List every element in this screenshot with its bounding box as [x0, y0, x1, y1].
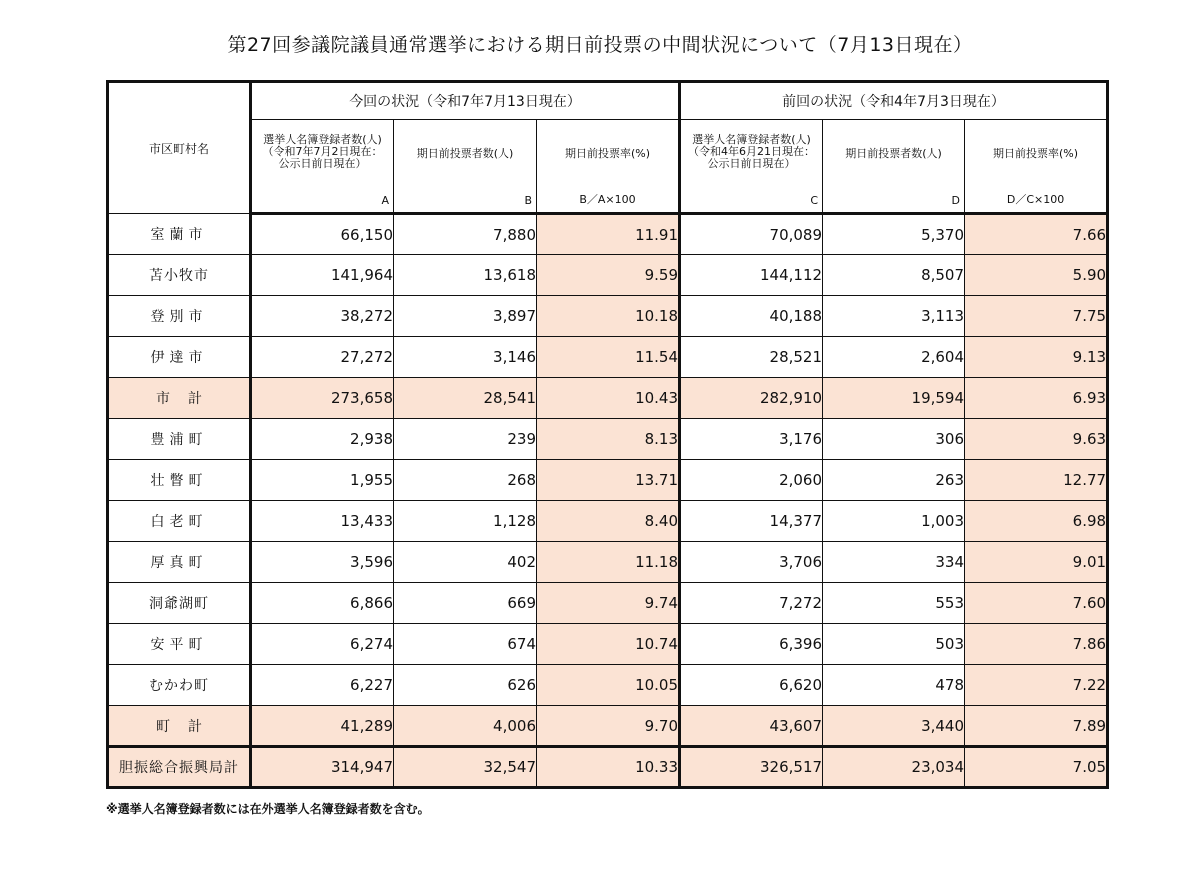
col-b-label: 期日前投票者数(人) [416, 147, 514, 160]
bureau-total-label: 胆振総合振興局計 [108, 747, 251, 788]
early-vote-rate-previous: 5.90 [965, 255, 1108, 296]
registered-voters-current: 41,289 [251, 706, 394, 747]
col-ab-rate-tag: B／A×100 [579, 193, 636, 206]
early-voters-current: 402 [394, 542, 537, 583]
early-vote-rate-previous: 7.89 [965, 706, 1108, 747]
table-row [108, 624, 1108, 665]
registered-voters-current: 314,947 [251, 747, 394, 788]
municipality-name: 伊達市 [108, 337, 251, 378]
early-voters-current: 239 [394, 419, 537, 460]
col-d-tag: D [951, 194, 961, 207]
bureau-total-row [108, 747, 1108, 788]
city-total-label: 市計 [108, 378, 251, 419]
registered-voters-previous: 40,188 [680, 296, 823, 337]
registered-voters-current: 6,866 [251, 583, 394, 624]
early-vote-rate-previous: 7.75 [965, 296, 1108, 337]
table-row [108, 501, 1108, 542]
early-vote-rate-current: 10.33 [537, 747, 680, 788]
early-voters-current: 4,006 [394, 706, 537, 747]
early-voters-previous: 8,507 [823, 255, 965, 296]
registered-voters-current: 6,227 [251, 665, 394, 706]
municipality-name: 洞爺湖町 [108, 583, 251, 624]
early-voters-previous: 553 [823, 583, 965, 624]
registered-voters-current: 1,955 [251, 460, 394, 501]
early-vote-rate-previous: 9.63 [965, 419, 1108, 460]
registered-voters-previous: 326,517 [680, 747, 823, 788]
table-row [108, 214, 1108, 255]
col-dc-rate-label: 期日前投票率(%) [993, 147, 1079, 160]
early-voters-current: 268 [394, 460, 537, 501]
registered-voters-previous: 2,060 [680, 460, 823, 501]
early-vote-rate-current: 10.74 [537, 624, 680, 665]
early-voters-current: 28,541 [394, 378, 537, 419]
municipality-name: 安平町 [108, 624, 251, 665]
municipality-name: 白老町 [108, 501, 251, 542]
municipality-name: 室蘭市 [108, 214, 251, 255]
early-voters-previous: 5,370 [823, 214, 965, 255]
early-vote-rate-current: 11.91 [537, 214, 680, 255]
table-row [108, 337, 1108, 378]
registered-voters-previous: 144,112 [680, 255, 823, 296]
col-d-header [823, 120, 965, 214]
early-vote-rate-current: 9.59 [537, 255, 680, 296]
previous-status-header: 前回の状況（令和4年7月3日現在） [680, 82, 1108, 120]
registered-voters-current: 3,596 [251, 542, 394, 583]
registered-voters-previous: 3,706 [680, 542, 823, 583]
early-voters-current: 32,547 [394, 747, 537, 788]
municipality-name: 豊浦町 [108, 419, 251, 460]
table-row [108, 296, 1108, 337]
col-c-header [680, 120, 823, 214]
registered-voters-current: 38,272 [251, 296, 394, 337]
early-voters-current: 669 [394, 583, 537, 624]
early-voters-previous: 478 [823, 665, 965, 706]
early-voters-previous: 263 [823, 460, 965, 501]
early-vote-rate-current: 11.54 [537, 337, 680, 378]
early-voters-previous: 2,604 [823, 337, 965, 378]
early-vote-rate-current: 10.05 [537, 665, 680, 706]
early-vote-rate-current: 9.74 [537, 583, 680, 624]
municipality-name: むかわ町 [108, 665, 251, 706]
registered-voters-previous: 14,377 [680, 501, 823, 542]
col-b-tag: B [524, 194, 532, 207]
col-ab-rate-label: 期日前投票率(%) [564, 147, 651, 160]
col-a-header [251, 120, 394, 214]
early-vote-rate-previous: 9.13 [965, 337, 1108, 378]
registered-voters-previous: 6,620 [680, 665, 823, 706]
early-vote-rate-previous: 9.01 [965, 542, 1108, 583]
early-vote-rate-current: 10.18 [537, 296, 680, 337]
registered-voters-current: 13,433 [251, 501, 394, 542]
col-a-tag: A [381, 194, 389, 207]
early-voters-current: 3,146 [394, 337, 537, 378]
municipality-name: 厚真町 [108, 542, 251, 583]
registered-voters-previous: 282,910 [680, 378, 823, 419]
registered-voters-previous: 43,607 [680, 706, 823, 747]
registered-voters-current: 6,274 [251, 624, 394, 665]
col-c-label: 選挙人名簿登録者数(人) （令和4年6月21日現在： 公示日前日現在） [688, 133, 816, 170]
registered-voters-previous: 6,396 [680, 624, 823, 665]
early-voters-previous: 19,594 [823, 378, 965, 419]
town-total-label: 町計 [108, 706, 251, 747]
early-vote-rate-previous: 12.77 [965, 460, 1108, 501]
early-voters-current: 674 [394, 624, 537, 665]
table-row [108, 583, 1108, 624]
col-ab-rate-header [537, 120, 680, 214]
registered-voters-current: 27,272 [251, 337, 394, 378]
registered-voters-current: 2,938 [251, 419, 394, 460]
registered-voters-current: 66,150 [251, 214, 394, 255]
early-voting-table [106, 80, 1109, 789]
municipality-header: 市区町村名 [108, 82, 251, 214]
early-voters-previous: 306 [823, 419, 965, 460]
early-vote-rate-previous: 7.66 [965, 214, 1108, 255]
early-vote-rate-previous: 7.60 [965, 583, 1108, 624]
col-c-tag: C [810, 194, 819, 207]
town-total-row [108, 706, 1108, 747]
footnote: ※選挙人名簿登録者数には在外選挙人名簿登録者数を含む。 [106, 802, 430, 816]
early-vote-rate-previous: 6.93 [965, 378, 1108, 419]
early-voters-previous: 23,034 [823, 747, 965, 788]
early-voters-previous: 503 [823, 624, 965, 665]
table-row [108, 255, 1108, 296]
municipality-name: 苫小牧市 [108, 255, 251, 296]
col-b-header [394, 120, 537, 214]
early-vote-rate-current: 9.70 [537, 706, 680, 747]
table-row [108, 665, 1108, 706]
table-row [108, 419, 1108, 460]
early-vote-rate-previous: 7.86 [965, 624, 1108, 665]
early-voters-current: 626 [394, 665, 537, 706]
city-total-row [108, 378, 1108, 419]
early-voters-current: 7,880 [394, 214, 537, 255]
table-row [108, 460, 1108, 501]
early-vote-rate-current: 8.40 [537, 501, 680, 542]
early-voters-current: 1,128 [394, 501, 537, 542]
early-voters-previous: 3,113 [823, 296, 965, 337]
early-vote-rate-current: 8.13 [537, 419, 680, 460]
table-row [108, 542, 1108, 583]
early-voters-previous: 1,003 [823, 501, 965, 542]
registered-voters-current: 273,658 [251, 378, 394, 419]
early-vote-rate-previous: 6.98 [965, 501, 1108, 542]
early-vote-rate-current: 13.71 [537, 460, 680, 501]
registered-voters-previous: 70,089 [680, 214, 823, 255]
page-title: 第27回参議院議員通常選挙における期日前投票の中間状況について（7月13日現在） [227, 34, 973, 56]
early-voters-current: 13,618 [394, 255, 537, 296]
registered-voters-current: 141,964 [251, 255, 394, 296]
municipality-name: 壮瞥町 [108, 460, 251, 501]
early-vote-rate-current: 11.18 [537, 542, 680, 583]
municipality-name: 登別市 [108, 296, 251, 337]
col-a-label: 選挙人名簿登録者数(人) （令和7年7月2日現在： 公示日前日現在） [262, 133, 383, 170]
col-dc-rate-header [965, 120, 1108, 214]
early-voters-previous: 334 [823, 542, 965, 583]
col-dc-rate-tag: D／C×100 [1006, 193, 1065, 206]
registered-voters-previous: 28,521 [680, 337, 823, 378]
early-voters-previous: 3,440 [823, 706, 965, 747]
current-status-header: 今回の状況（令和7年7月13日現在） [251, 82, 680, 120]
early-voters-current: 3,897 [394, 296, 537, 337]
registered-voters-previous: 7,272 [680, 583, 823, 624]
early-vote-rate-previous: 7.05 [965, 747, 1108, 788]
col-d-label: 期日前投票者数(人) [845, 147, 942, 160]
early-vote-rate-previous: 7.22 [965, 665, 1108, 706]
early-vote-rate-current: 10.43 [537, 378, 680, 419]
registered-voters-previous: 3,176 [680, 419, 823, 460]
